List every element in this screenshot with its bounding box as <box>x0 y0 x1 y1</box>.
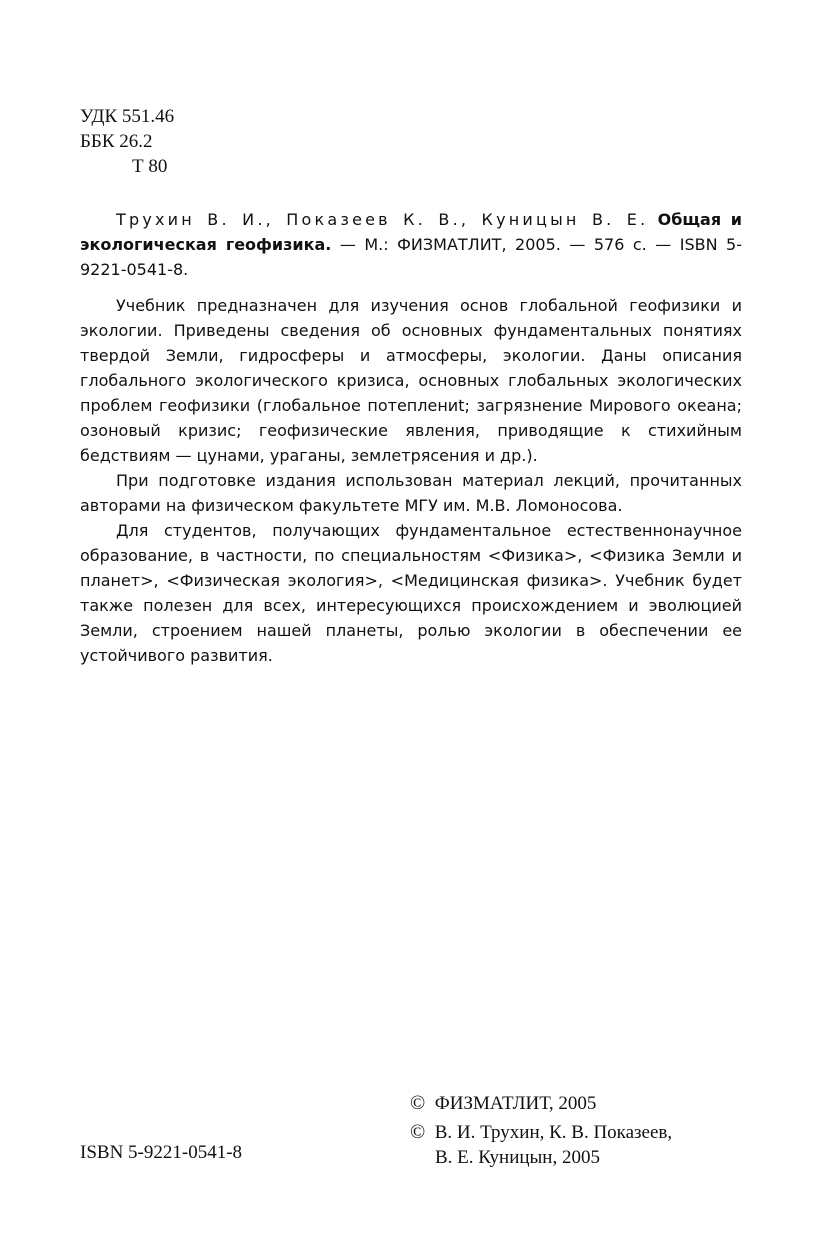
copyright-icon: © <box>410 1092 426 1114</box>
annotation-block <box>80 207 742 668</box>
classification-codes <box>80 104 174 179</box>
copyright-authors-continued: В. Е. Куницын, 2005 <box>435 1147 600 1168</box>
copyright-publisher: ФИЗМАТЛИТ, 2005 <box>434 1093 597 1114</box>
bibliographic-record <box>80 207 742 282</box>
annotation-paragraph: При подготовке издания использован материал лекций, прочитанных авторами на физическом факультете МГУ им. М.В. Ломоносова. <box>80 471 742 515</box>
annotation-paragraph: Для студентов, получающих фундаментальное естественнонаучное образование, в частности, по специальностям <Физика>, <Физика Земли и планет>, <Физическая экология>, <Медицинская физика>. Учебник будет также полезен для всех, интересующихся происхождением и эволюцией Земли, строением нашей планеты, ролью экологии в обеспечении ее устойчивого развития. <box>80 521 742 665</box>
book-title: Общая и экологическая геофизика. <box>80 210 742 254</box>
annotation-paragraph: Учебник предназначен для изучения основ глобальной геофизики и экологии. Приведены сведения об основных фундаментальных понятиях твердой Земли, гидросферы и атмосферы, экологии. Даны описания глобального экологического кризиса, основных глобальных экологических проблем геофизики (глобальное потеплениt; загрязнение Мирового океана; озоновый кризис; геофизические явления, приводящие к стихийным бедствиям — цунами, ураганы, землетрясения и др.). <box>80 296 742 465</box>
copyright-authors: В. И. Трухин, К. В. Показеев, <box>434 1122 673 1143</box>
author-mark: Т 80 <box>132 156 168 177</box>
bbk-code: ББК 26.2 <box>80 131 153 152</box>
imprint: — М.: ФИЗМАТЛИТ, 2005. — 576 с. — ISBN 5-9221-0541-8. <box>80 235 743 279</box>
copyright-authors-line <box>410 1120 672 1145</box>
copyright-block <box>410 1091 672 1170</box>
authors: Трухин В. И., Показеев К. В., Куницын В. Е. <box>116 210 649 229</box>
udk-code: УДК 551.46 <box>80 106 175 127</box>
copyright-publisher-line <box>410 1091 672 1116</box>
isbn: ISBN 5-9221-0541-8 <box>80 1142 243 1163</box>
copyright-icon: © <box>410 1121 426 1143</box>
